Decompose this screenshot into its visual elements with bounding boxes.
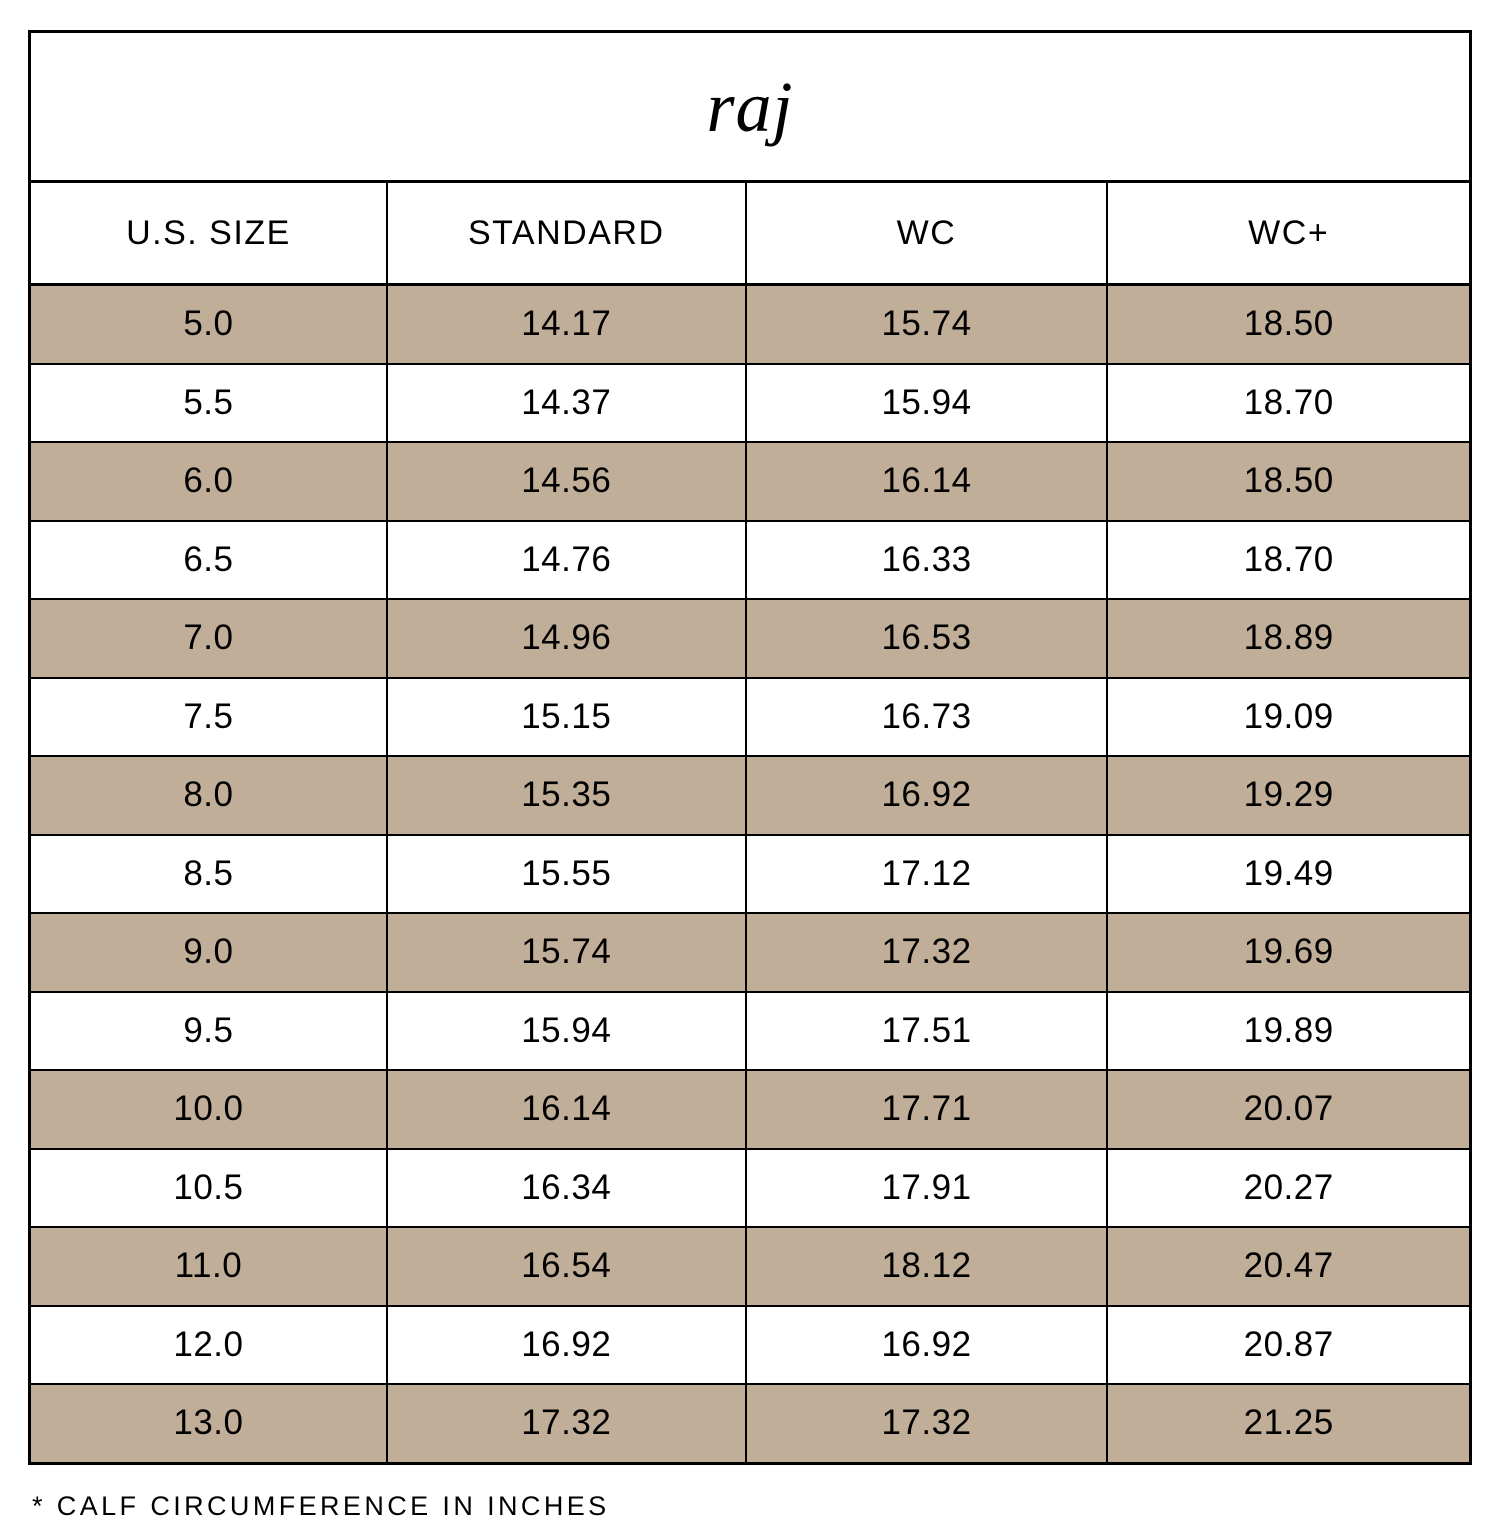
- table-row: [30, 285, 1471, 364]
- cell-wc: 16.73: [746, 678, 1108, 757]
- cell-wc-plus: 20.87: [1107, 1306, 1470, 1385]
- cell-wc: 15.94: [746, 364, 1108, 443]
- cell-us-size: 6.5: [30, 521, 387, 600]
- cell-wc: 16.14: [746, 442, 1108, 521]
- cell-wc-plus: 18.70: [1107, 364, 1470, 443]
- table-row: [30, 756, 1471, 835]
- brand-cell: [30, 32, 1471, 182]
- table-row: [30, 599, 1471, 678]
- cell-us-size: 11.0: [30, 1227, 387, 1306]
- table-row: [30, 913, 1471, 992]
- cell-standard: 15.74: [387, 913, 746, 992]
- cell-wc: 18.12: [746, 1227, 1108, 1306]
- cell-standard: 17.32: [387, 1384, 746, 1463]
- cell-wc: 16.33: [746, 521, 1108, 600]
- column-header-wc: WC: [746, 182, 1108, 285]
- cell-standard: 14.37: [387, 364, 746, 443]
- cell-wc: 17.51: [746, 992, 1108, 1071]
- cell-us-size: 7.0: [30, 599, 387, 678]
- cell-wc-plus: 20.27: [1107, 1149, 1470, 1228]
- cell-wc-plus: 20.07: [1107, 1070, 1470, 1149]
- cell-standard: 15.15: [387, 678, 746, 757]
- cell-wc-plus: 18.50: [1107, 442, 1470, 521]
- table-row: [30, 1384, 1471, 1463]
- cell-wc: 17.32: [746, 913, 1108, 992]
- brand-logo: raj: [706, 66, 794, 147]
- cell-standard: 14.96: [387, 599, 746, 678]
- cell-wc-plus: 18.89: [1107, 599, 1470, 678]
- cell-standard: 16.92: [387, 1306, 746, 1385]
- cell-wc-plus: 20.47: [1107, 1227, 1470, 1306]
- cell-standard: 16.54: [387, 1227, 746, 1306]
- cell-us-size: 12.0: [30, 1306, 387, 1385]
- cell-standard: 14.56: [387, 442, 746, 521]
- size-chart-table: [28, 30, 1472, 1465]
- table-row: [30, 442, 1471, 521]
- cell-us-size: 7.5: [30, 678, 387, 757]
- cell-us-size: 10.0: [30, 1070, 387, 1149]
- cell-wc-plus: 21.25: [1107, 1384, 1470, 1463]
- cell-us-size: 9.0: [30, 913, 387, 992]
- cell-wc: 16.92: [746, 756, 1108, 835]
- column-header-us-size: U.S. SIZE: [30, 182, 387, 285]
- cell-wc: 16.92: [746, 1306, 1108, 1385]
- cell-standard: 16.34: [387, 1149, 746, 1228]
- table-head: [30, 32, 1471, 285]
- footnote: * CALF CIRCUMFERENCE IN INCHES: [32, 1490, 610, 1521]
- cell-wc-plus: 19.29: [1107, 756, 1470, 835]
- cell-standard: 16.14: [387, 1070, 746, 1149]
- cell-wc-plus: 19.69: [1107, 913, 1470, 992]
- table-row: [30, 1070, 1471, 1149]
- header-row: [30, 182, 1471, 285]
- column-header-standard: STANDARD: [387, 182, 746, 285]
- cell-standard: 14.76: [387, 521, 746, 600]
- cell-us-size: 5.5: [30, 364, 387, 443]
- table-row: [30, 521, 1471, 600]
- cell-us-size: 9.5: [30, 992, 387, 1071]
- cell-wc: 15.74: [746, 285, 1108, 364]
- cell-wc-plus: 19.09: [1107, 678, 1470, 757]
- table-row: [30, 992, 1471, 1071]
- table-row: [30, 1227, 1471, 1306]
- cell-wc: 16.53: [746, 599, 1108, 678]
- cell-wc-plus: 19.89: [1107, 992, 1470, 1071]
- column-header-wc-plus: WC+: [1107, 182, 1470, 285]
- brand-row: [30, 32, 1471, 182]
- table-body: [30, 285, 1471, 1464]
- cell-wc: 17.71: [746, 1070, 1108, 1149]
- cell-standard: 15.35: [387, 756, 746, 835]
- cell-us-size: 13.0: [30, 1384, 387, 1463]
- cell-us-size: 8.5: [30, 835, 387, 914]
- cell-wc-plus: 18.50: [1107, 285, 1470, 364]
- cell-us-size: 8.0: [30, 756, 387, 835]
- table-row: [30, 1149, 1471, 1228]
- table-row: [30, 835, 1471, 914]
- table-row: [30, 678, 1471, 757]
- cell-wc: 17.32: [746, 1384, 1108, 1463]
- cell-us-size: 6.0: [30, 442, 387, 521]
- cell-standard: 14.17: [387, 285, 746, 364]
- cell-standard: 15.94: [387, 992, 746, 1071]
- table-row: [30, 1306, 1471, 1385]
- cell-wc: 17.12: [746, 835, 1108, 914]
- table-row: [30, 364, 1471, 443]
- cell-standard: 15.55: [387, 835, 746, 914]
- cell-us-size: 10.5: [30, 1149, 387, 1228]
- cell-wc: 17.91: [746, 1149, 1108, 1228]
- cell-wc-plus: 18.70: [1107, 521, 1470, 600]
- cell-us-size: 5.0: [30, 285, 387, 364]
- cell-wc-plus: 19.49: [1107, 835, 1470, 914]
